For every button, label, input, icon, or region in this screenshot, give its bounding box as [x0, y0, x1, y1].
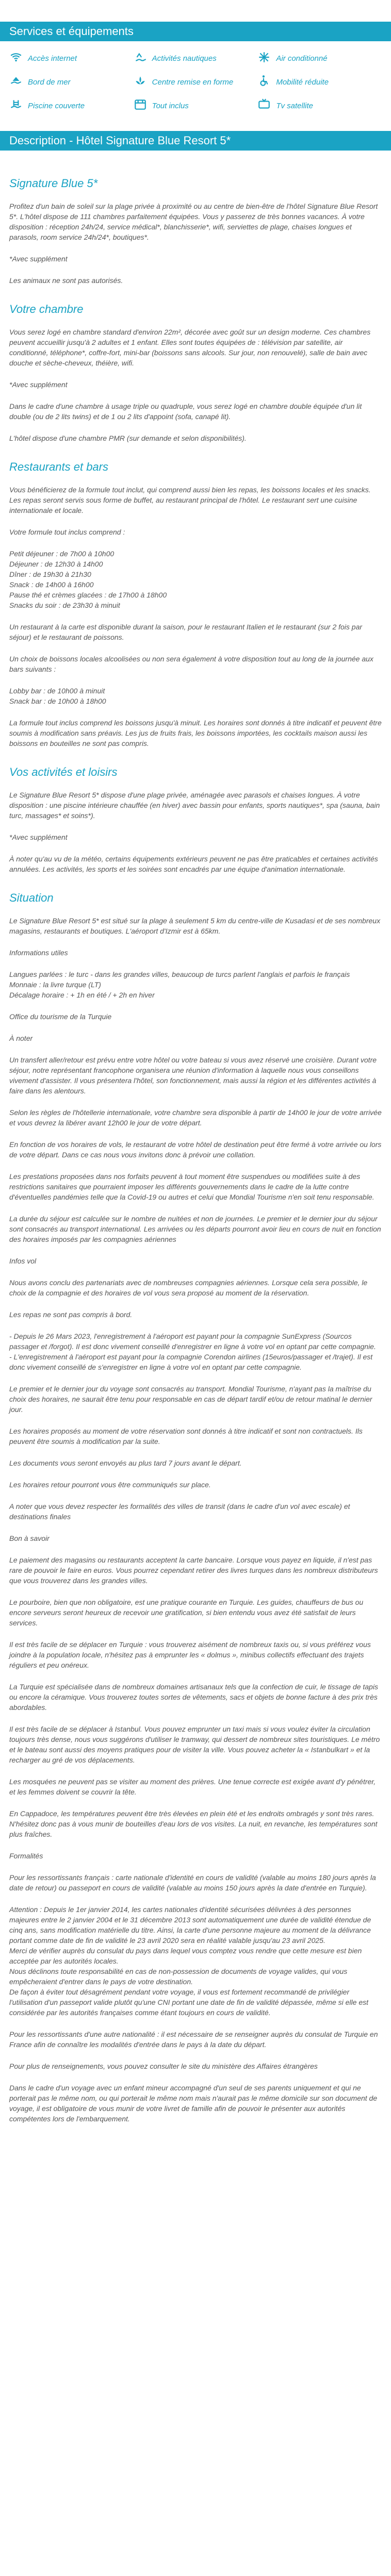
- service-item: [134, 74, 258, 91]
- section-paragraph: Attention : Depuis le 1er janvier 2014, les cartes nationales d'identité sécurisées délivrées à des personnes majeures entre le 2 janvier 2004 et le 31 décembre 2013 sont automatiquement une durée de validité étendue de cinq ans, sans modification matérielle du titre. Ainsi, la carte d'une personne majeure au moment de la délivrance portant comme date de fin de validité le 23 avril 2020 sera en réalité valable jusqu'au 23 avril 2025. Merci de vérifier auprès du consulat du pays dans lequel vous comptez vous rendre que cette mesure est bien acceptée par les autorités locales. Nous déclinons toute responsabilité en cas de non-possession de documents de voyage valides, qui vous empêcheraient d'entrer dans le pays de votre destination. De façon à éviter tout désagrément pendant votre voyage, il vous est fortement recommandé de privilégier l'utilisation d'un passeport valide plutôt qu'une CNI portant une date de fin de validité dépassée, même si elle est considérée par les autorités françaises comme étant toujours en cours de validité.: [9, 1905, 371, 2017]
- section-paragraph: Vous bénéficierez de la formule tout inclut, qui comprend aussi bien les repas, les boissons locales et les snacks. Les repas seront servis sous forme de buffet, au restaurant principal de l'hôtel. Le restaurant sert une cuisine internationale et locale.: [9, 486, 371, 514]
- section-paragraph: Vous serez logé en chambre standard d'environ 22m², décorée avec goût sur un design moderne. Ces chambres peuvent accueillir jusqu'à 2 adultes et 1 enfant. Elles sont toutes équipées de : télévision par satellite, air conditionné, téléphone*, coffre-fort, mini-bar (boissons sans alcools. Sur jour, non renouvelé), salle de bain avec douche et sèche-cheveux, théière, wifi.: [9, 328, 371, 367]
- wheelchair-icon: [257, 74, 271, 91]
- section-title: Restaurants et bars: [9, 460, 108, 473]
- service-label: Air conditionné: [276, 54, 328, 63]
- service-label: Bord de mer: [28, 78, 71, 87]
- section-paragraph: Un transfert aller/retour est prévu entre votre hôtel ou votre bateau si vous avez réservé une croisière. Durant votre séjour, notre représentant francophone organisera une réunion d'information à laquelle nous vous conseillons vivement d'assister. Il vous présentera l'hôtel, son fonctionnement, mais aussi la région et les différentes activités à faire dans les alentours.: [9, 1056, 377, 1095]
- beach-icon: [134, 51, 147, 67]
- section-title: Vos activités et loisirs: [9, 766, 118, 778]
- section-paragraph: Le paiement des magasins ou restaurants acceptent la carte bancaire. Lorsque vous payez en liquide, il n'est pas rare de pouvoir le faire en euros. Vous pourrez cependant retirer des livres turques dans les nombreux distributeurs que vous trouverez dans les grandes villes.: [9, 1556, 378, 1585]
- services-grid: [0, 45, 391, 122]
- service-label: Centre remise en forme: [152, 78, 234, 87]
- service-label: Mobilité réduite: [276, 78, 329, 87]
- section-paragraph: *Avec supplément: [9, 255, 68, 263]
- service-item: [257, 51, 382, 67]
- air-icon: [257, 51, 271, 67]
- section-paragraph: L'hôtel dispose d'une chambre PMR (sur demande et selon disponibilités).: [9, 434, 247, 442]
- section-paragraph: Dans le cadre d'une chambre à usage triple ou quadruple, vous serez logé en chambre double équipée d'un lit double (ou de 2 lits twins) et de 1 ou 2 lits d'appoint (sofa, canapé lit).: [9, 402, 362, 421]
- allinclusive-icon: [134, 98, 147, 114]
- section-paragraph: Les documents vous seront envoyés au plus tard 7 jours avant le départ.: [9, 1459, 242, 1467]
- section-paragraph: La Turquie est spécialisée dans de nombreux domaines artisanaux tels que la confection de cuir, le tissage de tapis ou encore la céramique. Vous trouverez toutes sortes de vêtements, sacs et objets de bonne facture à des prix très abordables.: [9, 1683, 378, 1711]
- services-header: Services et équipements: [0, 22, 391, 41]
- section-paragraph: Le pourboire, bien que non obligatoire, est une pratique courante en Turquie. Les guides, chauffeurs de bus ou encore serveurs seront heureux de recevoir une gratification, si bien entendu vous avez été satisfait de leurs services.: [9, 1598, 364, 1627]
- section-paragraph: Profitez d'un bain de soleil sur la plage privée à proximité ou au centre de bien-être de l'hôtel Signature Blue Resort 5*. L'hôtel dispose de 111 chambres parfaitement équipées. Vous y passerez de très bonnes vacances. À votre disposition : réception 24h/24, service médical*, blanchisserie*, wifi, serviettes de plage, chaises longues et parasols, room service 24h/24*, boutiques*.: [9, 202, 378, 241]
- service-item: [257, 74, 382, 91]
- section-paragraph: En fonction de vos horaires de vols, le restaurant de votre hôtel de destination peut être fermé à votre arrivée ou lors de votre départ. Dans ce cas nous vous invitons donc à prévoir une collation.: [9, 1140, 382, 1159]
- section-paragraph: - Depuis le 26 Mars 2023, l'enregistrement à l'aéroport est payant pour la compagnie SunExpress (Sourcos passager et /forgot). Il est donc vivement conseillé d'enregistrer en ligne à votre vol en optant par cette compagnie. - L'enregistrement à l'aéroport est payant pour la compagnie Corendon airlines (15euros/passager et /trajet). Il est donc vivement conseillé de s'enregistrer en ligne à votre vol en optant par cette compagnie.: [9, 1332, 376, 1371]
- description-content: [0, 155, 391, 2140]
- section-paragraph: Bon à savoir: [9, 1534, 50, 1542]
- section-paragraph: Pour les ressortissants français : carte nationale d'identité en cours de validité (valable au moins 180 jours après la date de retour) ou passeport en cours de validité (valable au moins 150 jours après la date d'entrée en Turquie).: [9, 1873, 376, 1892]
- section-title: Situation: [9, 891, 54, 904]
- service-item: [257, 98, 382, 114]
- service-item: [134, 98, 258, 114]
- section-paragraph: Les animaux ne sont pas autorisés.: [9, 276, 123, 285]
- wifi-icon: [9, 51, 23, 67]
- section-paragraph: Un choix de boissons locales alcoolisées ou non sera également à votre disposition tout au long de la journée aux bars suivants :: [9, 655, 373, 673]
- section-paragraph: Langues parlées : le turc - dans les grandes villes, beaucoup de turcs parlent l'anglais et parfois le français Monnaie : la livre turque (LT) Décalage horaire : + 1h en été / + 2h en hiver: [9, 970, 350, 999]
- section-paragraph: Le Signature Blue Resort 5* est situé sur la plage à seulement 5 km du centre-ville de Kusadasi et de ses nombreux magasins, restaurants et boutiques. L'aéroport d'Izmir est à 65km.: [9, 917, 381, 935]
- service-item: [9, 51, 134, 67]
- description-header: Description - Hôtel Signature Blue Resort 5*: [0, 131, 391, 151]
- section-paragraph: Dans le cadre d'un voyage avec un enfant mineur accompagné d'un seul de ses parents uniquement et qui ne porterait pas le même nom, ou qui porterait le même nom mais n'aurait pas le même domicile sur son document de voyage, il est obligatoire de vous munir de votre livret de famille afin de pouvoir le présenter aux autorités compétentes lors de l'embarquement.: [9, 2084, 378, 2123]
- section-paragraph: A noter que vous devez respecter les formalités des villes de transit (dans le cadre d'un vol avec escale) et destinations finales: [9, 1502, 350, 1521]
- section-paragraph: La durée du séjour est calculée sur le nombre de nuitées et non de journées. Le premier et le dernier jour du séjour sont consacrés au transport international. Les arrivées ou les départs pourront avoir lieu en cours de nuit en fonction des horaires imposés par les compagnies aériennes: [9, 1215, 381, 1243]
- service-label: Tv satellite: [276, 102, 314, 110]
- section-paragraph: Votre formule tout inclus comprend :: [9, 528, 125, 536]
- section-paragraph: Les repas ne sont pas compris à bord.: [9, 1310, 133, 1319]
- tv-icon: [257, 98, 271, 114]
- service-label: Activités nautiques: [152, 54, 217, 63]
- section-paragraph: Le Signature Blue Resort 5* dispose d'une plage privée, aménagée avec parasols et chaises longues. À votre disposition : une piscine intérieure chauffée (en hiver) avec bassin pour enfants, sports nautiques*, spa (sauna, bain turc, massages* et soins*).: [9, 791, 380, 820]
- section-paragraph: Un restaurant à la carte est disponible durant la saison, pour le restaurant Italien et le restaurant (sur 2 fois par séjour) et le restaurant de poissons.: [9, 623, 363, 641]
- service-item: [134, 51, 258, 67]
- service-label: Tout inclus: [152, 102, 189, 110]
- section-paragraph: Il est très facile de se déplacer à Istanbul. Vous pouvez emprunter un taxi mais si vous voulez éviter la circulation toujours très dense, nous vous suggérons d'utiliser le tramway, qui dessert de nombreux sites touristiques. Le métro et le bateau sont aussi des moyens pratiques pour de visiter la ville. Vous pouvez acheter la « Istanbulkart » et la recharger au gré de vos déplacements.: [9, 1725, 380, 1764]
- sea-icon: [9, 74, 23, 91]
- section-paragraph: Les mosquées ne peuvent pas se visiter au moment des prières. Une tenue correcte est exigée avant d'y pénétrer, et les femmes doivent se couvrir la tête.: [9, 1777, 376, 1796]
- section-paragraph: Les horaires retour pourront vous être communiqués sur place.: [9, 1481, 211, 1489]
- section-paragraph: Il est très facile de se déplacer en Turquie : vous trouverez aisément de nombreux taxis ou, si vous préférez vous joindre à la population locale, n'hésitez pas à emprunter les « dolmus », minibus collectifs effectuant des trajets réguliers et peu onéreux.: [9, 1640, 371, 1669]
- section-paragraph: Nous avons conclu des partenariats avec de nombreuses compagnies aériennes. Lorsque cela sera possible, le choix de la compagnie et des horaires de vol vous sera proposé au moment de la réservation.: [9, 1278, 368, 1297]
- service-label: Piscine couverte: [28, 102, 85, 110]
- section-paragraph: Pour les ressortissants d'une autre nationalité : il est nécessaire de se renseigner auprès du consulat de Turquie en France afin de connaître les modalités d'entrée dans le pays à la date du départ.: [9, 2030, 378, 2049]
- section-title: Signature Blue 5*: [9, 177, 98, 190]
- section-title: Votre chambre: [9, 303, 84, 315]
- section-paragraph: Petit déjeuner : de 7h00 à 10h00 Déjeuner : de 12h30 à 14h00 Dîner : de 19h30 à 21h30 Snack : de 14h00 à 16h00 Pause thé et crèmes glacées : de 17h00 à 18h00 Snacks du soir : de 23h30 à minuit: [9, 550, 167, 609]
- section-paragraph: En Cappadoce, les températures peuvent être très élevées en plein été et les endroits ombragés y sont très rares. N'hésitez donc pas à vous munir de bouteilles d'eau lors de vos visites. La nuit, en revanche, les températures sont plus fraîches.: [9, 1809, 378, 1838]
- pool-icon: [9, 98, 23, 114]
- section-paragraph: Pour plus de renseignements, vous pouvez consulter le site du ministère des Affaires étrangères: [9, 2062, 318, 2070]
- section-paragraph: *Avec supplément: [9, 833, 68, 841]
- section-paragraph: Le premier et le dernier jour du voyage sont consacrés au transport. Mondial Tourisme, n'ayant pas la maîtrise du choix des horaires, ne saurait être tenu pour responsable en cas de départ tardif et/ou de retour matinal le dernier jour.: [9, 1385, 372, 1414]
- service-item: [9, 74, 134, 91]
- section-paragraph: Lobby bar : de 10h00 à minuit Snack bar : de 10h00 à 18h00: [9, 687, 106, 705]
- section-paragraph: Informations utiles: [9, 949, 68, 957]
- section-paragraph: La formule tout inclus comprend les boissons jusqu'à minuit. Les horaires sont donnés à titre indicatif et peuvent être soumis à modification sans préavis. Les jus de fruits frais, les boissons importées, les cocktails maison aussi les boissons en bouteilles ne sont pas compris.: [9, 719, 382, 747]
- section-paragraph: Les horaires proposés au moment de votre réservation sont donnés à titre indicatif et sont non contractuels. Ils peuvent être soumis à modification par la suite.: [9, 1427, 363, 1445]
- service-item: [9, 98, 134, 114]
- section-paragraph: Selon les règles de l'hôtellerie internationale, votre chambre sera disponible à partir de 14h00 le jour de votre arrivée et vous devrez la libérer avant 12h00 le jour de votre départ.: [9, 1108, 382, 1127]
- section-paragraph: Office du tourisme de la Turquie: [9, 1012, 112, 1021]
- section-paragraph: À noter qu'au vu de la météo, certains équipements extérieurs peuvent ne pas être praticables et certaines activités annulées. Les activités, les sports et les soirées sont encadrés par une équipe d'animation internationale.: [9, 855, 378, 873]
- spa-icon: [134, 74, 147, 91]
- section-paragraph: *Avec supplément: [9, 380, 68, 389]
- section-paragraph: Les prestations proposées dans nos forfaits peuvent à tout moment être suspendues ou modifiées suite à des restrictions sanitaires que pourraient imposer les différents gouvernements dans le cadre de la lutte contre d'éventuelles pandémies telle que la Covid-19 ou autres et celui que Mondial Tourisme n'en soit tenu responsable.: [9, 1172, 374, 1201]
- section-paragraph: À noter: [9, 1034, 33, 1042]
- section-paragraph: Infos vol: [9, 1257, 37, 1265]
- section-paragraph: Formalités: [9, 1852, 43, 1860]
- service-label: Accès internet: [28, 54, 77, 63]
